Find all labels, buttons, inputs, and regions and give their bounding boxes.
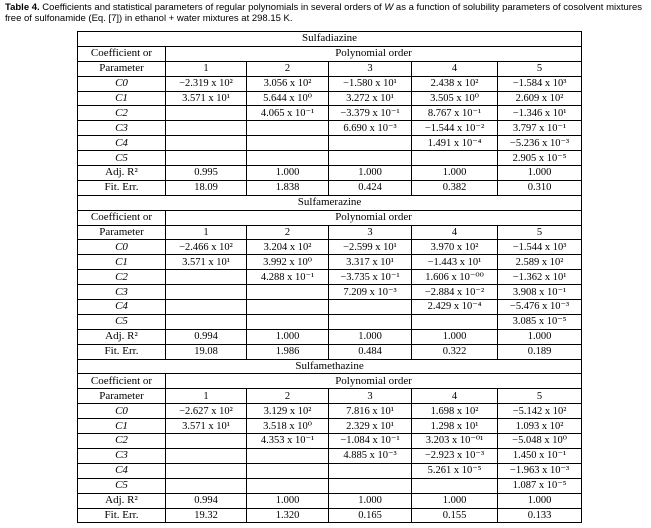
table-cell <box>166 285 247 300</box>
section-title-row <box>78 32 582 47</box>
table-cell: 1.838 <box>247 180 329 195</box>
table-cell <box>329 151 412 166</box>
parameter-header: Parameter <box>78 61 166 76</box>
table-row <box>78 240 582 255</box>
table-cell: 19.08 <box>166 344 247 359</box>
row-label: C2 <box>78 434 166 449</box>
table-cell: 3.129 x 10² <box>247 404 329 419</box>
order-header: 2 <box>247 61 329 76</box>
table-cell: 0.382 <box>412 180 498 195</box>
table-row <box>78 448 582 463</box>
table-cell <box>247 136 329 151</box>
row-label: Adj. R² <box>78 329 166 344</box>
table-row <box>78 329 582 344</box>
header-row <box>78 374 582 389</box>
table-cell: −3.379 x 10⁻¹ <box>329 106 412 121</box>
order-header: 2 <box>247 389 329 404</box>
row-label: C3 <box>78 448 166 463</box>
table-cell <box>166 478 247 493</box>
table-cell <box>247 151 329 166</box>
row-label: Fit. Err. <box>78 180 166 195</box>
row-label: Adj. R² <box>78 493 166 508</box>
table-row <box>78 136 582 151</box>
table-cell: 1.450 x 10⁻¹ <box>498 448 582 463</box>
table-cell: −2.627 x 10² <box>166 404 247 419</box>
table-cell: 3.317 x 10¹ <box>329 255 412 270</box>
table-cell: 3.970 x 10² <box>412 240 498 255</box>
row-label: C2 <box>78 106 166 121</box>
table-row <box>78 121 582 136</box>
table-cell <box>166 300 247 315</box>
table-cell: 1.298 x 10¹ <box>412 419 498 434</box>
row-label: C4 <box>78 300 166 315</box>
table-row <box>78 91 582 106</box>
table-cell: 4.885 x 10⁻³ <box>329 448 412 463</box>
table-cell: 0.322 <box>412 344 498 359</box>
table-cell: 0.994 <box>166 329 247 344</box>
table-cell: 3.204 x 10² <box>247 240 329 255</box>
table-cell <box>166 314 247 329</box>
table-cell: −2.923 x 10⁻³ <box>412 448 498 463</box>
table-cell: 3.505 x 10⁰ <box>412 91 498 106</box>
table-cell <box>412 151 498 166</box>
table-cell: 2.438 x 10² <box>412 76 498 91</box>
order-header: 1 <box>166 389 247 404</box>
table-cell <box>166 270 247 285</box>
table-cell: 4.353 x 10⁻¹ <box>247 434 329 449</box>
table-row <box>78 314 582 329</box>
table-row <box>78 344 582 359</box>
polynomial-order-header: Polynomial order <box>166 374 582 389</box>
order-header: 4 <box>412 61 498 76</box>
table-cell: 6.690 x 10⁻³ <box>329 121 412 136</box>
table-cell: 3.908 x 10⁻¹ <box>498 285 582 300</box>
table-cell: 7.816 x 10¹ <box>329 404 412 419</box>
row-label: C0 <box>78 404 166 419</box>
table-cell <box>329 314 412 329</box>
table-cell <box>166 434 247 449</box>
table-row <box>78 463 582 478</box>
row-label: C5 <box>78 314 166 329</box>
section-title: Sulfamerazine <box>78 195 582 210</box>
order-header: 3 <box>329 225 412 240</box>
row-label: C0 <box>78 76 166 91</box>
table-cell: 1.093 x 10² <box>498 419 582 434</box>
section-title: Sulfadiazine <box>78 32 582 47</box>
row-label: C1 <box>78 419 166 434</box>
order-header: 3 <box>329 61 412 76</box>
table-cell <box>329 463 412 478</box>
table-cell: 1.000 <box>412 493 498 508</box>
section-title: Sulfamethazine <box>78 359 582 374</box>
table-cell <box>329 478 412 493</box>
table-cell: 3.992 x 10⁰ <box>247 255 329 270</box>
table-cell: −5.048 x 10⁰ <box>498 434 582 449</box>
row-label: C3 <box>78 285 166 300</box>
header-row <box>78 46 582 61</box>
table-row <box>78 508 582 523</box>
caption-variable: W <box>384 2 394 13</box>
table-row <box>78 285 582 300</box>
table-cell <box>329 136 412 151</box>
table-cell: 1.000 <box>329 329 412 344</box>
row-label: C4 <box>78 463 166 478</box>
table-cell <box>412 478 498 493</box>
table-row <box>78 300 582 315</box>
order-header: 5 <box>498 225 582 240</box>
table-cell: 2.329 x 10¹ <box>329 419 412 434</box>
table-cell: 3.571 x 10¹ <box>166 91 247 106</box>
table-body <box>78 32 582 523</box>
table-cell: 3.571 x 10¹ <box>166 419 247 434</box>
table-cell: 0.165 <box>329 508 412 523</box>
table-cell: 19.32 <box>166 508 247 523</box>
table-row <box>78 76 582 91</box>
table-cell: 1.698 x 10² <box>412 404 498 419</box>
table-row <box>78 180 582 195</box>
table-cell: 1.000 <box>412 329 498 344</box>
table-row <box>78 270 582 285</box>
table-cell: 2.905 x 10⁻⁵ <box>498 151 582 166</box>
table-cell <box>166 463 247 478</box>
table-cell <box>247 121 329 136</box>
table-cell: 4.288 x 10⁻¹ <box>247 270 329 285</box>
table-cell: 2.609 x 10² <box>498 91 582 106</box>
table-cell: −1.362 x 10¹ <box>498 270 582 285</box>
table-cell <box>247 478 329 493</box>
section-title-row <box>78 195 582 210</box>
row-label: C1 <box>78 91 166 106</box>
row-label: C5 <box>78 151 166 166</box>
order-header: 1 <box>166 61 247 76</box>
coefficient-header: Coefficient or <box>78 374 166 389</box>
table-cell: −1.963 x 10⁻³ <box>498 463 582 478</box>
table-cell: 3.056 x 10² <box>247 76 329 91</box>
row-label: C1 <box>78 255 166 270</box>
table-row <box>78 404 582 419</box>
caption-text-before: Coefficients and statistical parameters of regular polynomials in several orders of <box>39 2 385 13</box>
order-header: 3 <box>329 389 412 404</box>
order-header: 5 <box>498 389 582 404</box>
table-cell <box>247 448 329 463</box>
table-cell: −1.544 x 10³ <box>498 240 582 255</box>
order-header: 4 <box>412 225 498 240</box>
table-row <box>78 166 582 181</box>
table-cell <box>247 300 329 315</box>
table-cell: 1.000 <box>498 166 582 181</box>
row-label: C2 <box>78 270 166 285</box>
table-cell: −2.466 x 10² <box>166 240 247 255</box>
table-cell: −1.084 x 10⁻¹ <box>329 434 412 449</box>
row-label: Adj. R² <box>78 166 166 181</box>
table-cell: 1.000 <box>412 166 498 181</box>
table-cell: −5.236 x 10⁻³ <box>498 136 582 151</box>
table-cell: −1.346 x 10¹ <box>498 106 582 121</box>
table-row <box>78 151 582 166</box>
table-cell: −2.319 x 10² <box>166 76 247 91</box>
header-row <box>78 389 582 404</box>
table-row <box>78 493 582 508</box>
coefficient-header: Coefficient or <box>78 210 166 225</box>
caption-label: Table 4. <box>5 2 40 13</box>
table-cell: 4.065 x 10⁻¹ <box>247 106 329 121</box>
table-cell: −2.884 x 10⁻² <box>412 285 498 300</box>
table-cell: 1.000 <box>329 493 412 508</box>
table-cell: 2.429 x 10⁻⁴ <box>412 300 498 315</box>
table-cell: −1.580 x 10¹ <box>329 76 412 91</box>
table-cell: 3.203 x 10⁻⁰¹ <box>412 434 498 449</box>
table-cell: 8.767 x 10⁻¹ <box>412 106 498 121</box>
table-cell: 1.491 x 10⁻⁴ <box>412 136 498 151</box>
table-cell <box>166 121 247 136</box>
table-cell <box>166 106 247 121</box>
table-cell: −2.599 x 10¹ <box>329 240 412 255</box>
table-caption <box>5 2 645 24</box>
table-cell: 1.000 <box>498 329 582 344</box>
table-cell: 1.320 <box>247 508 329 523</box>
parameter-header: Parameter <box>78 389 166 404</box>
polynomial-order-header: Polynomial order <box>166 46 582 61</box>
table-cell: −1.443 x 10¹ <box>412 255 498 270</box>
table-cell <box>329 300 412 315</box>
row-label: C3 <box>78 121 166 136</box>
table-cell: 1.000 <box>247 493 329 508</box>
table-cell: 1.606 x 10⁻⁰⁰ <box>412 270 498 285</box>
table-cell: 5.644 x 10⁰ <box>247 91 329 106</box>
table-cell: 7.209 x 10⁻³ <box>329 285 412 300</box>
table-cell <box>166 136 247 151</box>
table-cell <box>166 151 247 166</box>
table-cell: −5.476 x 10⁻³ <box>498 300 582 315</box>
table-cell: 1.087 x 10⁻⁵ <box>498 478 582 493</box>
table-cell <box>247 314 329 329</box>
table-cell: 3.085 x 10⁻⁵ <box>498 314 582 329</box>
table-cell: 0.133 <box>498 508 582 523</box>
table-cell: −1.544 x 10⁻² <box>412 121 498 136</box>
table-row <box>78 419 582 434</box>
table-cell <box>247 463 329 478</box>
header-row <box>78 61 582 76</box>
row-label: C4 <box>78 136 166 151</box>
table-cell: −1.584 x 10³ <box>498 76 582 91</box>
table-cell: −5.142 x 10² <box>498 404 582 419</box>
table-cell: 1.000 <box>247 329 329 344</box>
coefficient-header: Coefficient or <box>78 46 166 61</box>
table-row <box>78 106 582 121</box>
row-label: Fit. Err. <box>78 508 166 523</box>
table-cell <box>166 448 247 463</box>
order-header: 4 <box>412 389 498 404</box>
table-row <box>78 255 582 270</box>
table-cell: 18.09 <box>166 180 247 195</box>
order-header: 1 <box>166 225 247 240</box>
table-cell: 0.995 <box>166 166 247 181</box>
row-label: Fit. Err. <box>78 344 166 359</box>
table-row <box>78 434 582 449</box>
row-label: C5 <box>78 478 166 493</box>
table-cell: −3.735 x 10⁻¹ <box>329 270 412 285</box>
table-row <box>78 478 582 493</box>
coefficients-table <box>77 31 582 523</box>
table-cell: 0.484 <box>329 344 412 359</box>
table-cell: 1.986 <box>247 344 329 359</box>
table-cell: 1.000 <box>247 166 329 181</box>
table-cell: 0.155 <box>412 508 498 523</box>
table-cell: 3.518 x 10⁰ <box>247 419 329 434</box>
row-label: C0 <box>78 240 166 255</box>
table-cell: 1.000 <box>498 493 582 508</box>
order-header: 5 <box>498 61 582 76</box>
table-cell: 0.189 <box>498 344 582 359</box>
order-header: 2 <box>247 225 329 240</box>
table-cell: 1.000 <box>329 166 412 181</box>
header-row <box>78 225 582 240</box>
polynomial-order-header: Polynomial order <box>166 210 582 225</box>
table-cell: 3.797 x 10⁻¹ <box>498 121 582 136</box>
header-row <box>78 210 582 225</box>
table-cell <box>412 314 498 329</box>
table-cell: 2.589 x 10² <box>498 255 582 270</box>
caption-text-after: as a function of solubility parameters of cosolvent mixtures free of sulfonamide (Eq. [7]) in ethanol + water mixtures at 298.15 K. <box>5 2 642 24</box>
table-cell: 3.272 x 10¹ <box>329 91 412 106</box>
table-cell: 3.571 x 10¹ <box>166 255 247 270</box>
table-cell: 0.310 <box>498 180 582 195</box>
table-cell <box>247 285 329 300</box>
parameter-header: Parameter <box>78 225 166 240</box>
table-cell: 0.424 <box>329 180 412 195</box>
table-cell: 0.994 <box>166 493 247 508</box>
section-title-row <box>78 359 582 374</box>
table-cell: 5.261 x 10⁻⁵ <box>412 463 498 478</box>
